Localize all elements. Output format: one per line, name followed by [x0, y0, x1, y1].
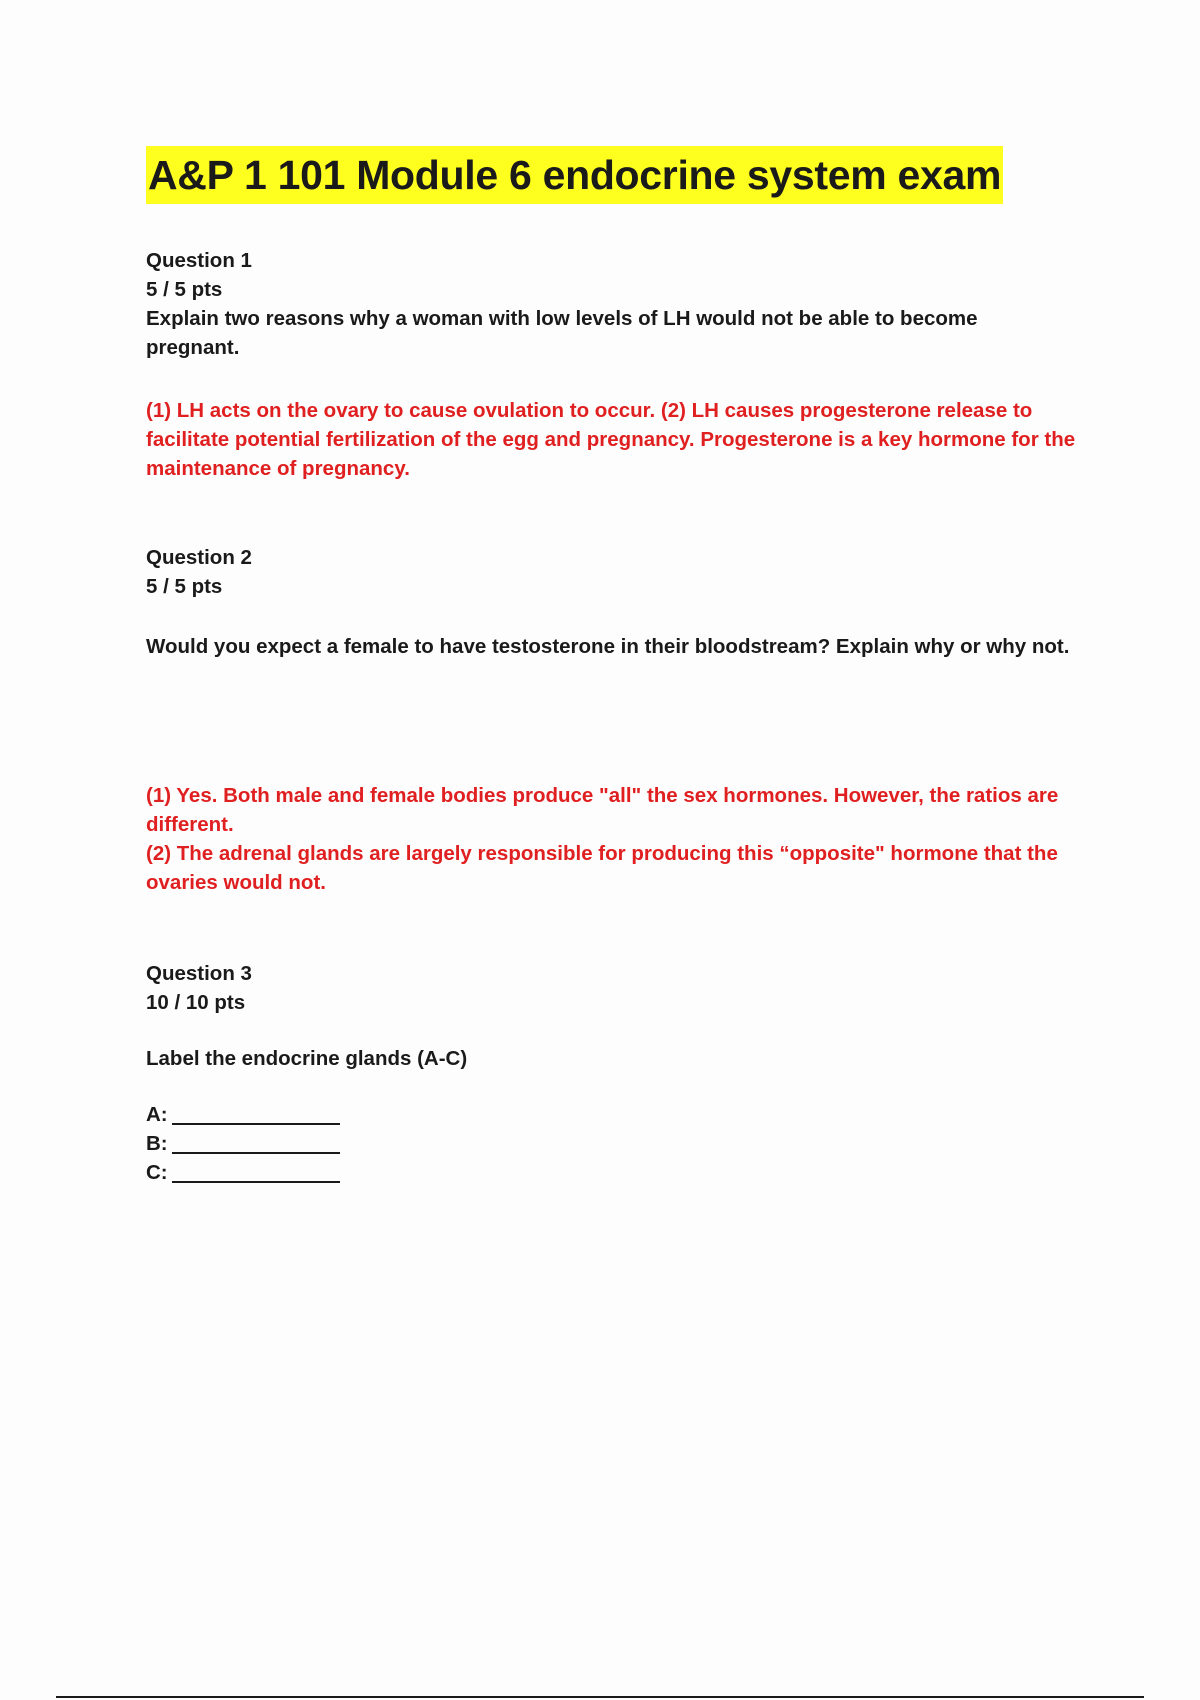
question-2-prompt-block	[146, 632, 1076, 661]
blank-a-line[interactable]	[172, 1103, 340, 1125]
blank-b-label: B:	[146, 1132, 168, 1155]
question-3-blanks	[146, 1100, 406, 1187]
question-1-points: 5 / 5 pts	[146, 278, 223, 301]
blank-b	[146, 1129, 406, 1158]
question-1-heading: Question 1	[146, 249, 252, 272]
blank-c-line[interactable]	[172, 1161, 340, 1183]
question-2	[146, 543, 1076, 601]
blank-b-line[interactable]	[172, 1132, 340, 1154]
footer-divider	[56, 1696, 1144, 1698]
question-3	[146, 959, 1076, 1017]
question-2-heading: Question 2	[146, 546, 252, 569]
question-1-prompt: Explain two reasons why a woman with low levels of LH would not be able to become pregnant.	[146, 307, 978, 359]
question-1	[146, 246, 1076, 362]
blank-c	[146, 1158, 406, 1187]
question-2-answer-line-2: (2) The adrenal glands are largely responsible for producing this “opposite" hormone that the ovaries would not.	[146, 842, 1058, 894]
blank-c-label: C:	[146, 1161, 168, 1184]
question-3-points: 10 / 10 pts	[146, 991, 246, 1014]
question-3-heading: Question 3	[146, 962, 252, 985]
question-2-answer	[146, 781, 1076, 897]
question-3-prompt-block	[146, 1044, 1076, 1073]
question-3-prompt: Label the endocrine glands (A-C)	[146, 1047, 468, 1070]
blank-a-label: A:	[146, 1103, 168, 1126]
document-title: A&P 1 101 Module 6 endocrine system exam	[146, 146, 1003, 204]
question-2-points: 5 / 5 pts	[146, 575, 223, 598]
question-2-answer-line-1: (1) Yes. Both male and female bodies produce "all" the sex hormones. However, the ratios are different.	[146, 784, 1059, 836]
question-1-answer-text: (1) LH acts on the ovary to cause ovulation to occur. (2) LH causes progesterone release to facilitate potential fertilization of the egg and pregnancy. Progesterone is a key hormone for the maintenance of pregnancy.	[146, 399, 1076, 480]
question-1-answer	[146, 396, 1076, 483]
question-2-prompt: Would you expect a female to have testosterone in their bloodstream? Explain why or why not.	[146, 635, 1070, 658]
blank-a	[146, 1100, 406, 1129]
